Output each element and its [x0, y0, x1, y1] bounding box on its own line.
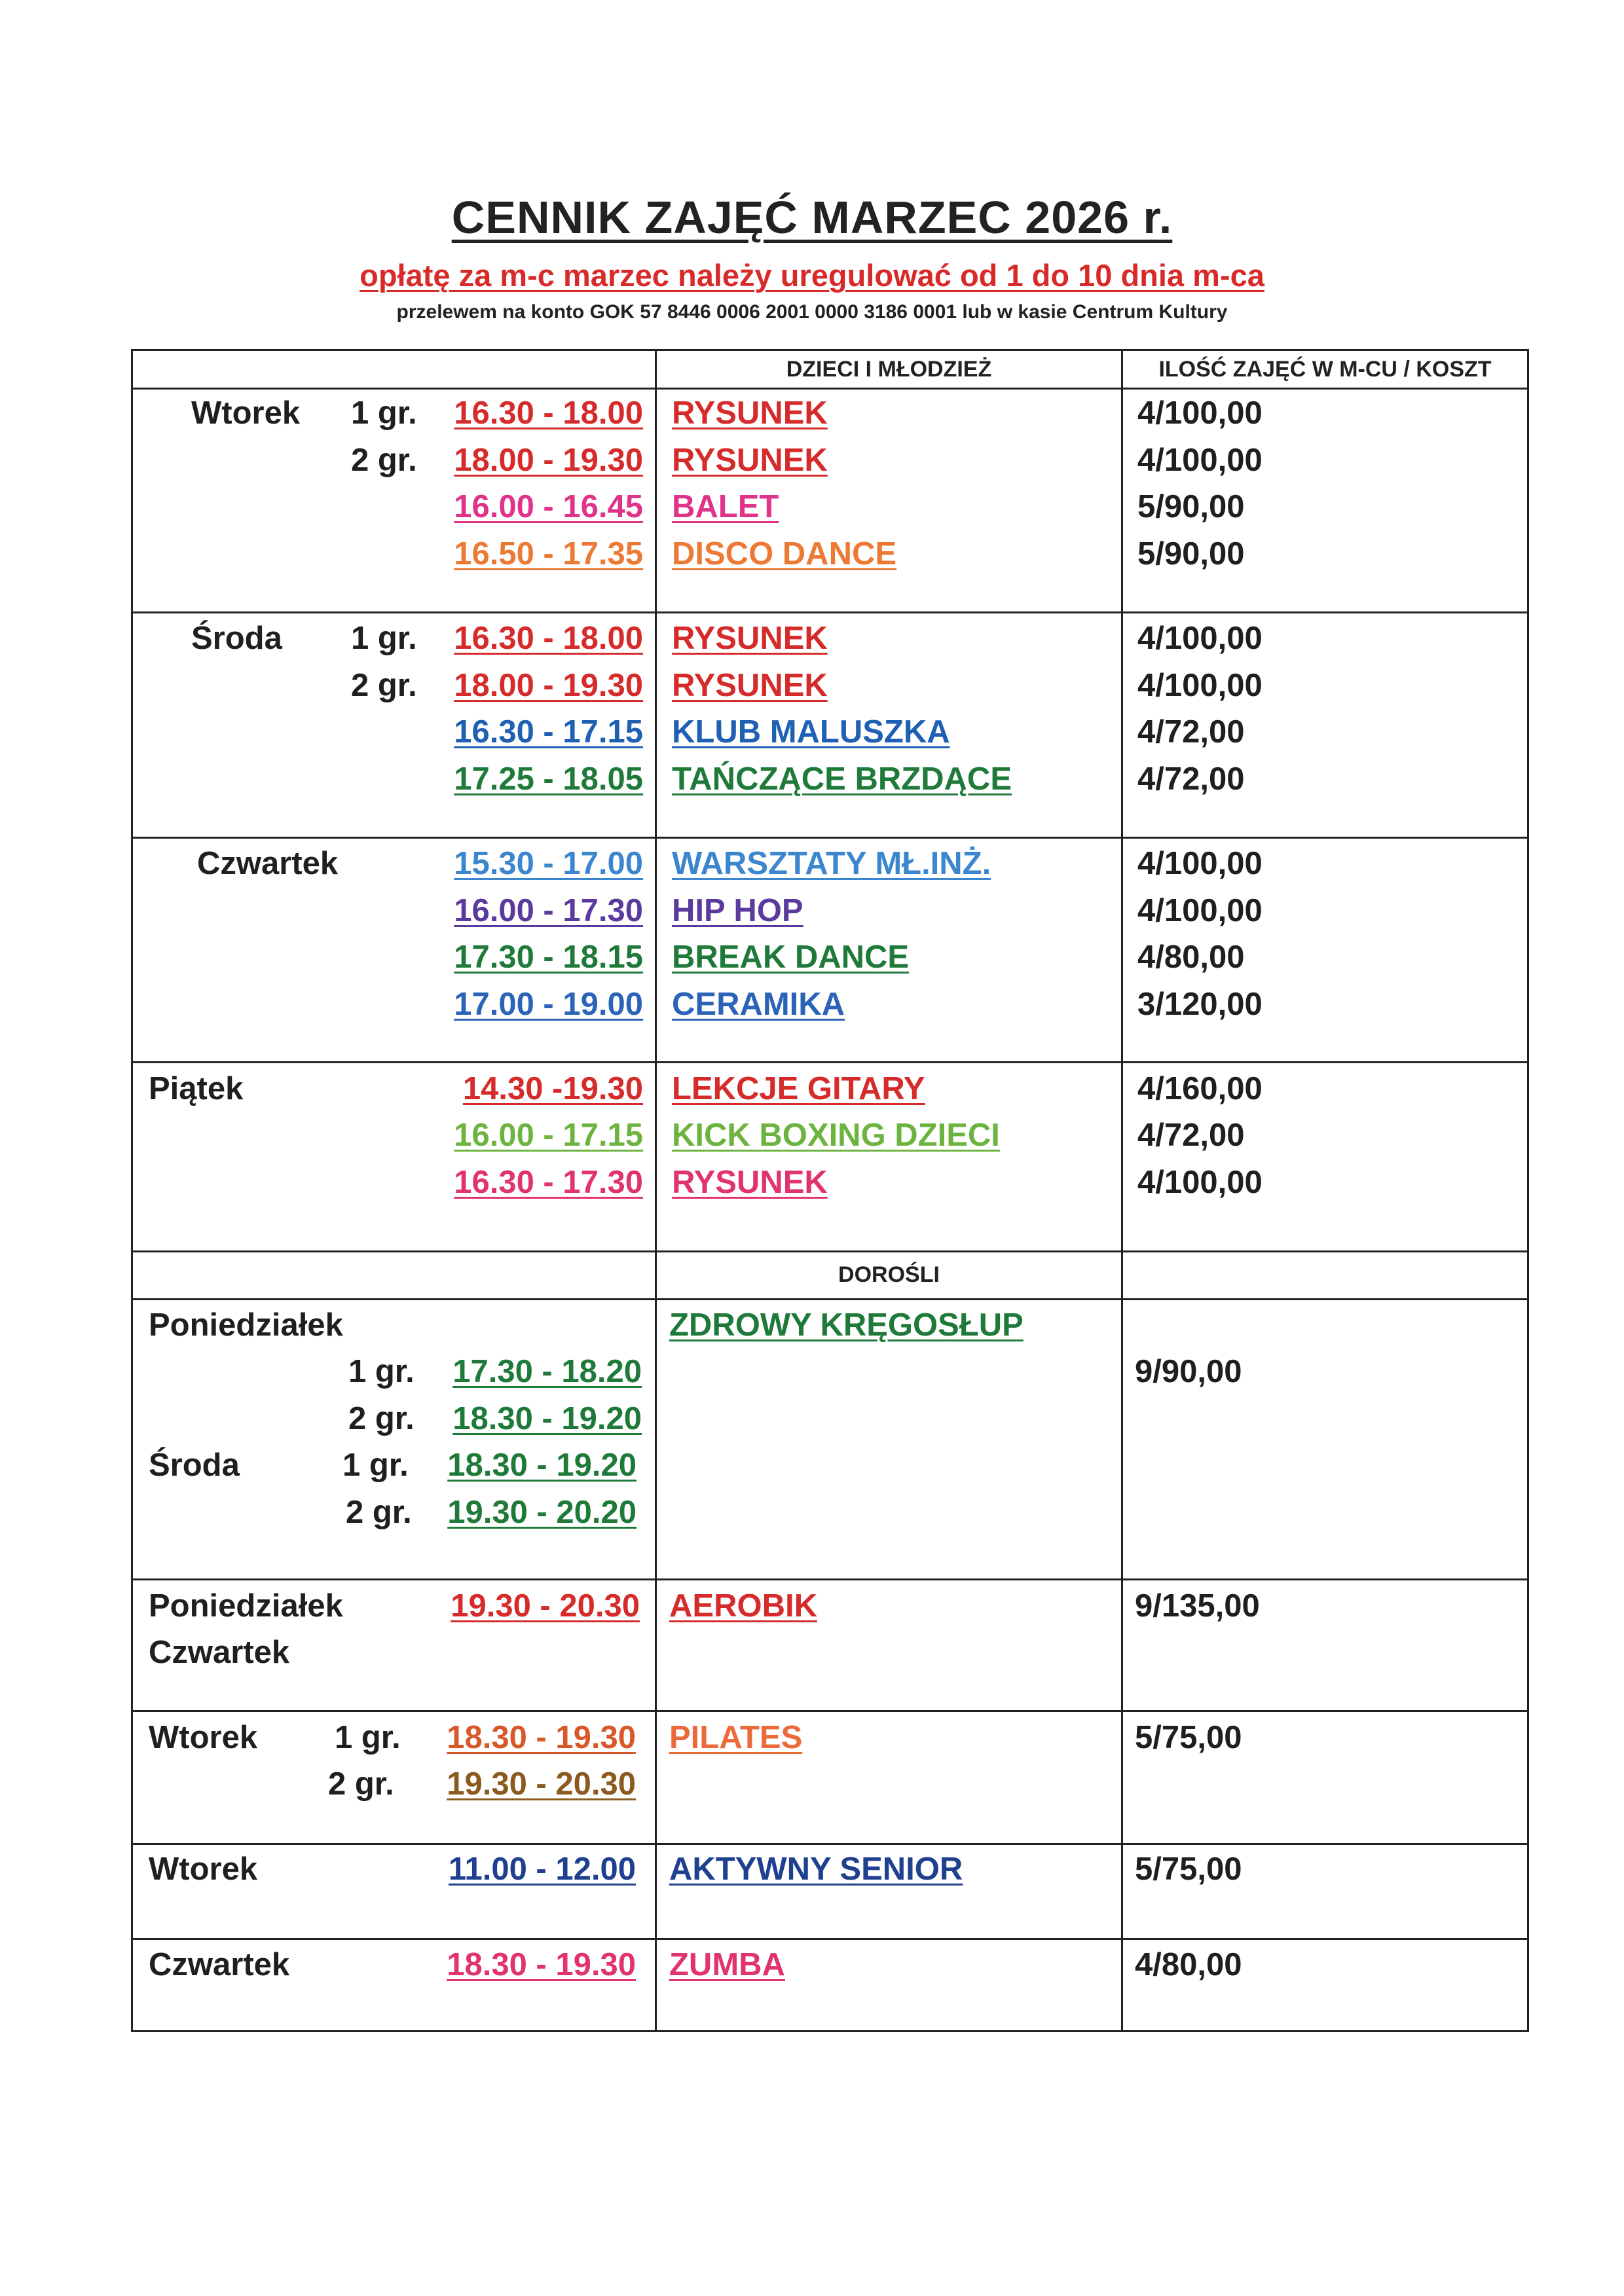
page-title: CENNIK ZAJĘĆ MARZEC 2026 r.	[451, 192, 1173, 243]
kids-column-header: DZIECI I MŁODZIEŻ	[786, 357, 992, 382]
activity-name: KICK BOXING DZIECI	[672, 1118, 1000, 1153]
day-label: Poniedziałek	[149, 1307, 343, 1343]
activity-name: DISCO DANCE	[672, 536, 897, 572]
time-slot: 17.25 - 18.05	[454, 761, 643, 797]
group-label: 1 gr.	[351, 395, 417, 431]
group-label: 1 gr.	[348, 1354, 415, 1389]
time-slot: 15.30 - 17.00	[454, 846, 643, 881]
group-label: 2 gr.	[348, 1401, 415, 1436]
activity-name: AEROBIK	[669, 1588, 817, 1624]
time-slot: 17.00 - 19.00	[454, 987, 643, 1022]
time-slot: 17.30 - 18.20	[452, 1354, 642, 1389]
price-value: 4/100,00	[1137, 443, 1263, 478]
price-value: 9/135,00	[1135, 1588, 1260, 1624]
price-value: 4/72,00	[1137, 761, 1245, 797]
time-slot: 16.30 - 17.30	[454, 1165, 643, 1200]
activity-name: ZDROWY KRĘGOSŁUP	[669, 1307, 1024, 1343]
transfer-note: przelewem na konto GOK 57 8446 0006 2001 0000 3186 0001 lub w kasie Centrum Kultury	[396, 301, 1228, 323]
time-slot: 11.00 - 12.00	[448, 1851, 636, 1887]
day-label: Środa	[149, 1448, 240, 1483]
activity-name: TAŃCZĄCE BRZDĄCE	[672, 761, 1012, 797]
time-slot: 19.30 - 20.30	[451, 1588, 640, 1624]
price-value: 9/90,00	[1135, 1354, 1242, 1389]
activity-name: RYSUNEK	[672, 668, 828, 703]
group-label: 1 gr.	[342, 1448, 409, 1483]
day-label: Czwartek	[149, 1635, 290, 1670]
activity-name: LEKCJE GITARY	[672, 1071, 925, 1106]
activity-name: KLUB MALUSZKA	[672, 714, 950, 750]
adults-column-header: DOROŚLI	[838, 1262, 940, 1287]
day-label: Wtorek	[191, 395, 301, 431]
price-column-header: ILOŚĆ ZAJĘĆ W M-CU / KOSZT	[1158, 357, 1492, 382]
day-label: Poniedziałek	[149, 1588, 343, 1624]
activity-name: PILATES	[669, 1720, 803, 1755]
day-label: Wtorek	[149, 1720, 258, 1755]
time-slot: 18.30 - 19.30	[447, 1720, 636, 1755]
activity-name: BALET	[672, 489, 779, 524]
price-value: 4/160,00	[1137, 1071, 1263, 1106]
group-label: 1 gr.	[335, 1720, 401, 1755]
activity-name: RYSUNEK	[672, 443, 828, 478]
price-value: 4/80,00	[1135, 1947, 1242, 1982]
time-slot: 16.00 - 16.45	[454, 489, 643, 524]
price-value: 4/100,00	[1137, 395, 1263, 431]
price-value: 4/100,00	[1137, 621, 1263, 656]
time-slot: 18.00 - 19.30	[454, 443, 643, 478]
day-label: Czwartek	[197, 846, 339, 881]
time-slot: 18.30 - 19.20	[447, 1448, 637, 1483]
group-label: 2 gr.	[351, 668, 417, 703]
price-value: 4/100,00	[1137, 846, 1263, 881]
time-slot: 18.30 - 19.30	[447, 1947, 636, 1982]
price-value: 4/100,00	[1137, 668, 1263, 703]
group-label: 2 gr.	[328, 1766, 394, 1802]
time-slot: 16.30 - 18.00	[454, 621, 643, 656]
activity-name: ZUMBA	[669, 1947, 785, 1982]
group-label: 2 gr.	[351, 443, 417, 478]
price-value: 5/90,00	[1137, 489, 1245, 524]
price-value: 4/100,00	[1137, 893, 1263, 928]
time-slot: 18.00 - 19.30	[454, 668, 643, 703]
price-value: 4/80,00	[1137, 939, 1245, 975]
price-table	[131, 349, 1529, 2032]
price-value: 5/75,00	[1135, 1851, 1242, 1887]
price-value: 4/100,00	[1137, 1165, 1263, 1200]
day-label: Czwartek	[149, 1947, 290, 1982]
activity-name: CERAMIKA	[672, 987, 845, 1022]
group-label: 1 gr.	[351, 621, 417, 656]
activity-name: RYSUNEK	[672, 621, 828, 656]
price-value: 3/120,00	[1137, 987, 1263, 1022]
time-slot: 14.30 -19.30	[462, 1071, 643, 1106]
activity-name: AKTYWNY SENIOR	[669, 1851, 963, 1887]
payment-deadline-note: opłatę za m-c marzec należy uregulować od 1 do 10 dnia m-ca	[360, 258, 1264, 293]
activity-name: WARSZTATY MŁ.INŻ.	[672, 846, 991, 881]
activity-name: HIP HOP	[672, 893, 803, 928]
time-slot: 18.30 - 19.20	[452, 1401, 642, 1436]
price-value: 5/90,00	[1137, 536, 1245, 572]
activity-name: RYSUNEK	[672, 1165, 828, 1200]
time-slot: 17.30 - 18.15	[454, 939, 643, 975]
time-slot: 19.30 - 20.20	[447, 1495, 637, 1530]
day-label: Piątek	[149, 1071, 244, 1106]
price-value: 4/72,00	[1137, 714, 1245, 750]
time-slot: 16.00 - 17.30	[454, 893, 643, 928]
group-label: 2 gr.	[346, 1495, 412, 1530]
time-slot: 16.30 - 17.15	[454, 714, 643, 750]
time-slot: 16.30 - 18.00	[454, 395, 643, 431]
price-value: 4/72,00	[1137, 1118, 1245, 1153]
day-label: Wtorek	[149, 1851, 258, 1887]
day-label: Środa	[191, 621, 282, 656]
activity-name: BREAK DANCE	[672, 939, 910, 975]
time-slot: 16.50 - 17.35	[454, 536, 643, 572]
time-slot: 19.30 - 20.30	[447, 1766, 636, 1802]
time-slot: 16.00 - 17.15	[454, 1118, 643, 1153]
price-value: 5/75,00	[1135, 1720, 1242, 1755]
activity-name: RYSUNEK	[672, 395, 828, 431]
